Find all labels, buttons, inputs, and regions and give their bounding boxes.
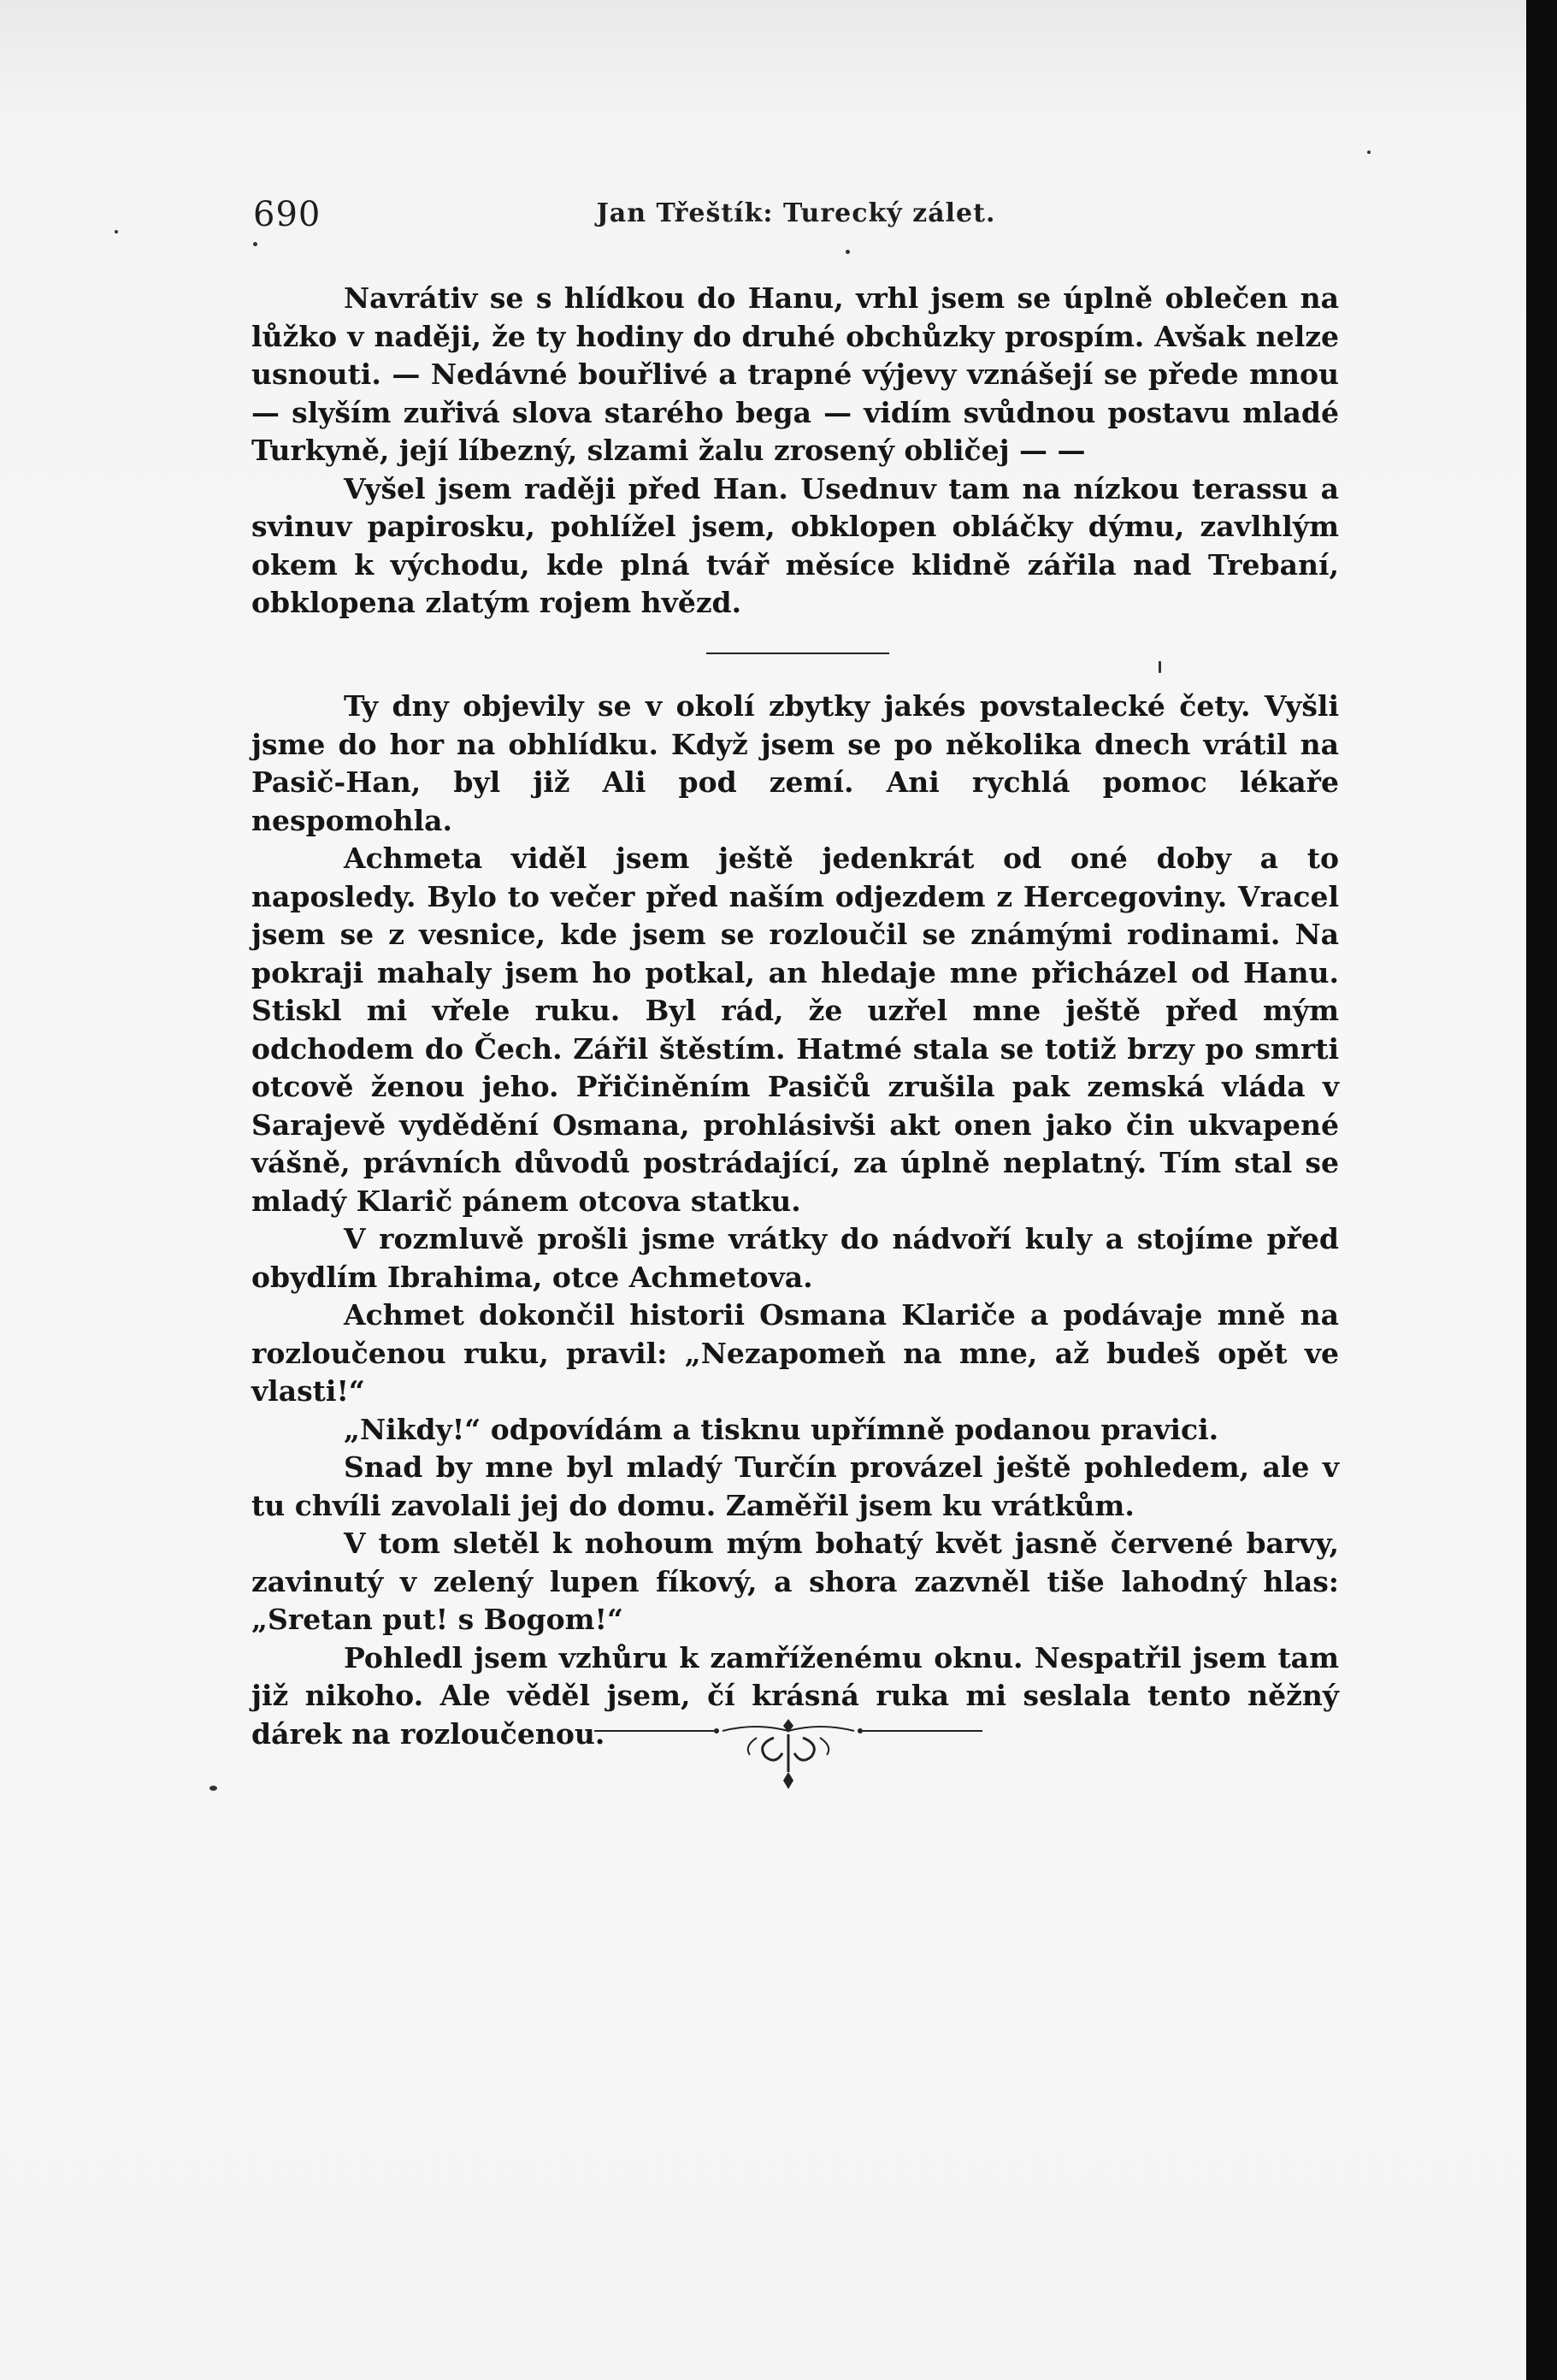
text-section-2 <box>251 688 1339 1753</box>
print-speck <box>846 250 850 254</box>
print-speck <box>253 242 257 246</box>
print-speck <box>1159 661 1161 673</box>
paragraph: V rozmluvě prošli jsme vrátky do nádvoří kuly a stojíme před obydlím Ibrahima, otce Achmetova. <box>251 1222 1339 1294</box>
print-speck <box>115 230 118 233</box>
page-header <box>253 195 1339 246</box>
paragraph: Vyšel jsem raději před Han. Usednuv tam na nízkou terassu a svinuv papirosku, pohlížel jsem, obklopen obláčky dýmu, zavlhlým okem k východu, kde plná tvář měsíce klidně zářila nad Trebaní, obklopena zlatým rojem hvězd. <box>251 471 1339 619</box>
print-speck <box>1367 151 1371 154</box>
paragraph: Pohledl jsem vzhůru k zamříženému oknu. Nespatřil jsem tam již nikoho. Ale věděl jsem, čí krásná ruka mi seslala tento něžný dárek na rozloučenou. <box>251 1640 1339 1751</box>
paragraph: „Nikdy!“ odpovídám a tisknu upřímně podanou pravici. <box>344 1412 1219 1446</box>
print-speck <box>209 1786 217 1791</box>
paragraph: Ty dny objevily se v okolí zbytky jakés povstalecké čety. Vyšli jsme do hor na obhlídku. Když jsem se po několika dnech vrátil na Pasič-Han, byl již Ali pod zemí. Ani rychlá pomoc lékaře nespomohla. <box>251 689 1339 837</box>
paragraph: Snad by mne byl mladý Turčín provázel ještě pohledem, ale v tu chvíli zavolali jej do domu. Zaměřil jsem ku vrátkům. <box>251 1450 1339 1522</box>
paragraph: V tom sletěl k nohoum mým bohatý květ jasně červené barvy, zavinutý v zelený lupen fíkový, a shora zazvněl tiše lahodný hlas: „Sretan put! s Bogom!“ <box>251 1527 1339 1636</box>
text-section-1 <box>251 280 1339 623</box>
paragraph: Achmeta viděl jsem ještě jedenkrát od oné doby a to naposledy. Bylo to večer před naším odjezdem z Hercegoviny. Vracel jsem se z vesnice, kde jsem se rozloučil se známými rodinami. Na pokraji mahaly jsem ho potkal, an hledaje mne přicházel od Hanu. Stiskl mi vřele ruku. Byl rád, že uzřel mne ještě před mým odchodem do Čech. Zářil štěstím. Hatmé stala se totiž brzy po smrti otcově ženou jeho. Přičiněním Pasičů zrušila pak zemská vláda v Sarajevě vydědění Osmana, prohlásivši akt onen jako čin ukvapené vášně, právních důvodů postrádající, za úplně neplatný. Tím stal se mladý Klarič pánem otcova statku. <box>251 842 1339 1218</box>
tailpiece-ornament <box>594 1712 982 1793</box>
paragraph: Navrátiv se s hlídkou do Hanu, vrhl jsem se úplně oblečen na lůžko v naději, že ty hodiny do druhé obchůzky prospím. Avšak nelze usnouti. — Nedávné bouřlivé a trapné výjevy vznášejí se přede mnou — slyším zuřivá slova starého bega — vidím svůdnou postavu mladé Turkyně, její líbezný, slzami žalu zrosený obličej — — <box>251 281 1339 467</box>
section-divider-rule <box>706 653 889 654</box>
paragraph: Achmet dokončil historii Osmana Klariče a podávaje mně na rozloučenou ruku, pravil: „Nezapomeň na mne, až budeš opět ve vlasti!“ <box>251 1298 1339 1408</box>
running-title: Jan Třeštík: Turecký zálet. <box>596 198 996 228</box>
page-number: 690 <box>253 195 321 234</box>
